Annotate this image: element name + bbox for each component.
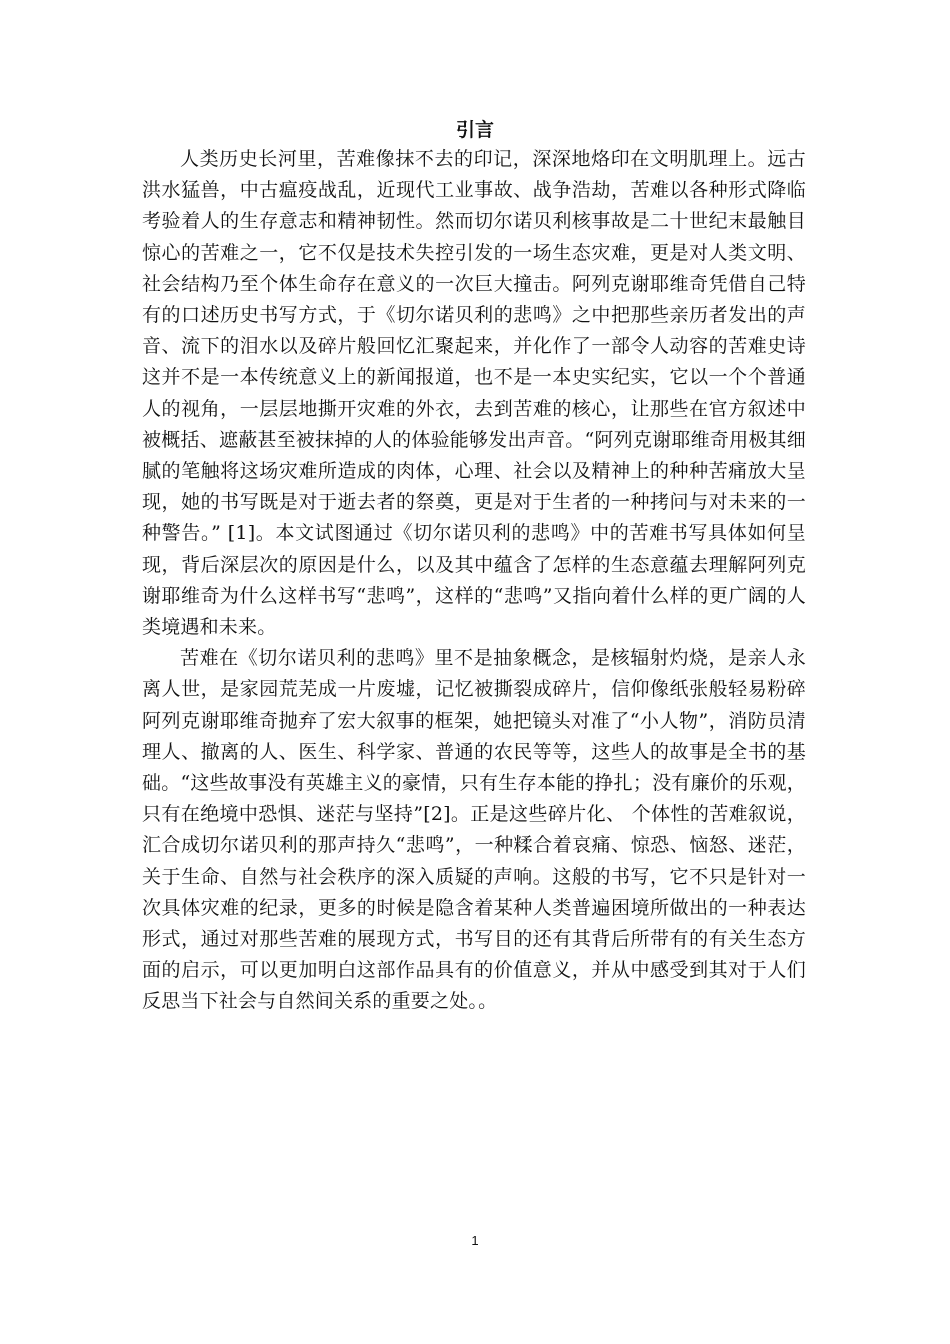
body-text bbox=[142, 144, 806, 1018]
page-number: 1 bbox=[471, 1233, 479, 1248]
paragraph-1: 人类历史长河里，苦难像抹不去的印记，深深地烙印在文明肌理上。远古洪水猛兽，中古瘟疫战乱，近现代工业事故、战争浩劫，苦难以各种形式降临考验着人的生存意志和精神韧性。然而切尔诺贝利核事故是二十世纪末最触目惊心的苦难之一，它不仅是技术失控引发的一场生态灾难，更是对人类文明、社会结构乃至个体生命存在意义的一次巨大撞击。阿列克谢耶维奇凭借自己特有的口述历史书写方式，于《切尔诺贝利的悲鸣》之中把那些亲历者发出的声音、流下的泪水以及碎片般回忆汇聚起来，并化作了一部令人动容的苦难史诗这并不是一本传统意义上的新闻报道，也不是一本史实纪实，它以一个个普通人的视角，一层层地撕开灾难的外衣，去到苦难的核心，让那些在官方叙述中被概括、遮蔽甚至被抹掉的人的体验能够发出声音。“阿列克谢耶维奇用极其细腻的笔触将这场灾难所造成的肉体，心理、社会以及精神上的种种苦痛放大呈现，她的书写既是对于逝去者的祭奠，更是对于生者的一种拷问与对未来的一种警告。” [1]。本文试图通过《切尔诺贝利的悲鸣》中的苦难书写具体如何呈现，背后深层次的原因是什么，以及其中蕴含了怎样的生态意蕴去理解阿列克谢耶维奇为什么这样书写“悲鸣”，这样的“悲鸣”又指向着什么样的更广阔的人类境遇和未来。 bbox=[142, 148, 806, 639]
paragraph-2: 苦难在《切尔诺贝利的悲鸣》里不是抽象概念，是核辐射灼烧，是亲人永离人世，是家园荒芜成一片废墟，记忆被撕裂成碎片，信仰像纸张般轻易粉碎阿列克谢耶维奇抛弃了宏大叙事的框架，她把镜头对准了“小人物”，消防员清理人、撤离的人、医生、科学家、普通的农民等等，这些人的故事是全书的基础。“这些故事没有英雄主义的豪情，只有生存本能的挣扎；没有廉价的乐观，只有在绝境中恐惧、迷茫与坚持”[2]。正是这些碎片化、 个体性的苦难叙说，汇合成切尔诺贝利的那声持久“悲鸣”，一种糅合着哀痛、惊恐、恼怒、迷茫，关于生命、自然与社会秩序的深入质疑的声响。这般的书写，它不只是针对一次具体灾难的纪录，更多的时候是隐含着某种人类普遍困境所做出的一种表达形式，通过对那些苦难的展现方式，书写目的还有其背后所带有的有关生态方面的启示，可以更加明白这部作品具有的价值意义，并从中感受到其对于人们反思当下社会与自然间关系的重要之处。。 bbox=[142, 647, 806, 1013]
section-title: 引言 bbox=[455, 119, 494, 141]
